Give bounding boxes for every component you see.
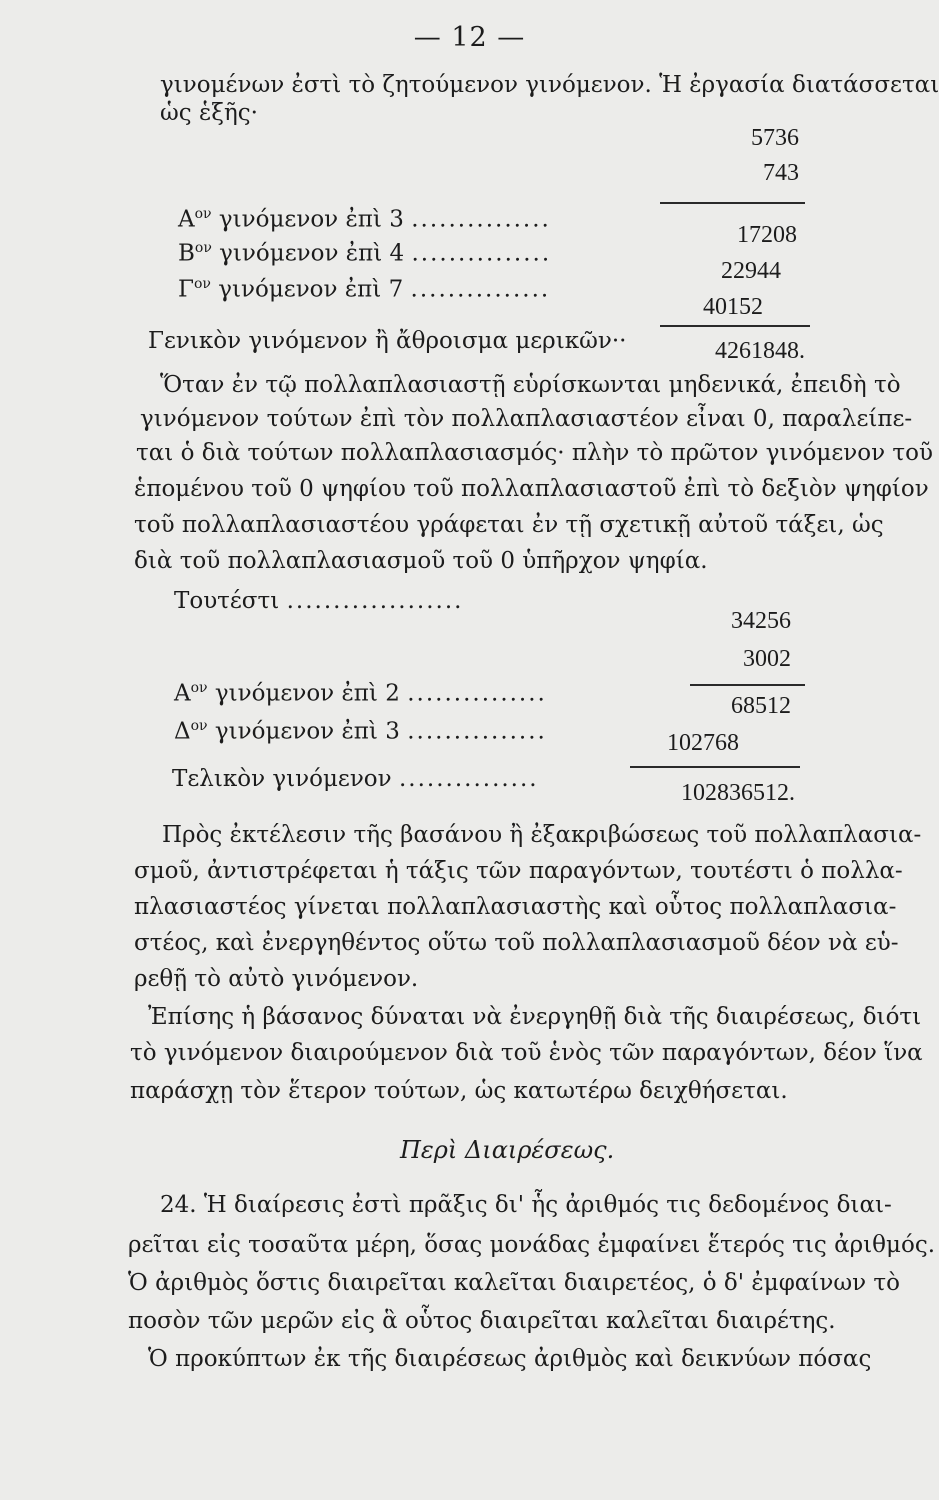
text-line: γινόμενον τούτων ἐπὶ τὸν πολλαπλασιαστέον εἶναι 0, παραλείπε- [140, 406, 913, 432]
text-line: ται ὁ διὰ τούτων πολλαπλασιασμός· πλὴν τὸ πρῶτον γινόμενον τοῦ [136, 440, 933, 466]
text-line: παράσχῃ τὸν ἕτερον τούτων, ὡς κατωτέρω δειχθήσεται. [130, 1078, 788, 1104]
partial-row-label: $A^{o\nu}$ γινόμενον ἐπὶ 2 ............... [174, 680, 547, 707]
text-line: γινομένων ἐστὶ τὸ ζητούμενον γινόμενον. Ἡ ἐργασία διατάσσεται [160, 72, 939, 98]
text-line: τοῦ πολλαπλασιαστέου γράφεται ἐν τῇ σχετικῇ αὐτοῦ τάξει, ὡς [134, 512, 884, 538]
partial-row-label: $\Delta^{o\nu}$ γινόμενον ἐπὶ 3 ............... [174, 718, 547, 745]
multiplicand: 5736 [751, 125, 799, 151]
section-title: Περὶ Διαιρέσεως. [400, 1136, 615, 1164]
total-rule [660, 325, 810, 327]
intro-label: Τουτέστι ................... [174, 588, 464, 614]
total-product: 102836512. [681, 780, 795, 806]
text-line: Ὁ ἀριθμὸς ὅστις διαιρεῖται καλεῖται διαιρετέος, ὁ δ' ἐμφαίνων τὸ [128, 1270, 900, 1296]
text-line: Ὁ προκύπτων ἐκ τῆς διαιρέσεως ἀριθμὸς καὶ δεικνύων πόσας [148, 1346, 872, 1372]
total-label: Τελικὸν γινόμενον ............... [172, 766, 539, 792]
text-line: πλασιαστέος γίνεται πολλαπλασιαστὴς καὶ οὗτος πολλαπλασια- [134, 894, 897, 920]
text-line: Πρὸς ἐκτέλεσιν τῆς βασάνου ἢ ἐξακριβώσεως τοῦ πολλαπλασια- [162, 822, 922, 848]
partial-row-label: $\Gamma^{o\nu}$ γινόμενον ἐπὶ 7 ............... [178, 276, 551, 303]
text-line: τὸ γινόμενον διαιρούμενον διὰ τοῦ ἑνὸς τῶν παραγόντων, δέον ἵνα [130, 1040, 923, 1066]
text-line: ρεθῇ τὸ αὐτὸ γινόμενον. [134, 966, 419, 992]
text-line: ρεῖται εἰς τοσαῦτα μέρη, ὅσας μονάδας ἐμφαίνει ἕτερός τις ἀριθμός. [128, 1232, 936, 1258]
sum-rule [690, 684, 805, 686]
text-line: διὰ τοῦ πολλαπλασιασμοῦ τοῦ 0 ὑπῆρχον ψηφία. [134, 548, 708, 574]
text-line: ὡς ἑξῆς· [160, 100, 258, 126]
total-rule [630, 766, 800, 768]
text-line: σμοῦ, ἀντιστρέφεται ἡ τάξις τῶν παραγόντων, τουτέστι ὁ πολλα- [134, 858, 903, 884]
text-line: Ἐπίσης ἡ βάσανος δύναται νὰ ἐνεργηθῇ διὰ τῆς διαιρέσεως, διότι [148, 1004, 922, 1030]
partial-product: 102768 [667, 730, 739, 756]
text-line: 24. Ἡ διαίρεσις ἐστὶ πρᾶξις δι' ἧς ἀριθμός τις δεδομένος διαι- [160, 1192, 892, 1218]
total-label: Γενικὸν γινόμενον ἢ ἄθροισμα μερικῶν·· [148, 328, 627, 354]
text-line: Ὅταν ἐν τῷ πολλαπλασιαστῇ εὑρίσκωνται μηδενικά, ἐπειδὴ τὸ [160, 372, 901, 398]
partial-product: 17208 [737, 222, 797, 248]
partial-product: 40152 [703, 294, 763, 320]
text-line: στέος, καὶ ἐνεργηθέντος οὕτω τοῦ πολλαπλασιασμοῦ δέον νὰ εὑ- [134, 930, 899, 956]
partial-product: 68512 [731, 693, 791, 719]
partial-row-label: $A^{o\nu}$ γινόμενον ἐπὶ 3 ............... [178, 206, 551, 233]
partial-product: 22944 [721, 258, 781, 284]
multiplicand: 34256 [731, 608, 791, 634]
page-number: — 12 — [413, 22, 526, 53]
partial-row-label: $B^{o\nu}$ γινόμενον ἐπὶ 4 ............... [178, 240, 552, 267]
text-line: ἑπομένου τοῦ 0 ψηφίου τοῦ πολλαπλασιαστοῦ ἐπὶ τὸ δεξιὸν ψηφίον [134, 476, 929, 502]
multiplier: 3002 [743, 646, 791, 672]
multiplier: 743 [763, 160, 799, 186]
text-line: ποσὸν τῶν μερῶν εἰς ἃ οὗτος διαιρεῖται καλεῖται διαιρέτης. [128, 1308, 836, 1334]
sum-rule [660, 202, 805, 204]
total-product: 4261848. [715, 338, 805, 364]
